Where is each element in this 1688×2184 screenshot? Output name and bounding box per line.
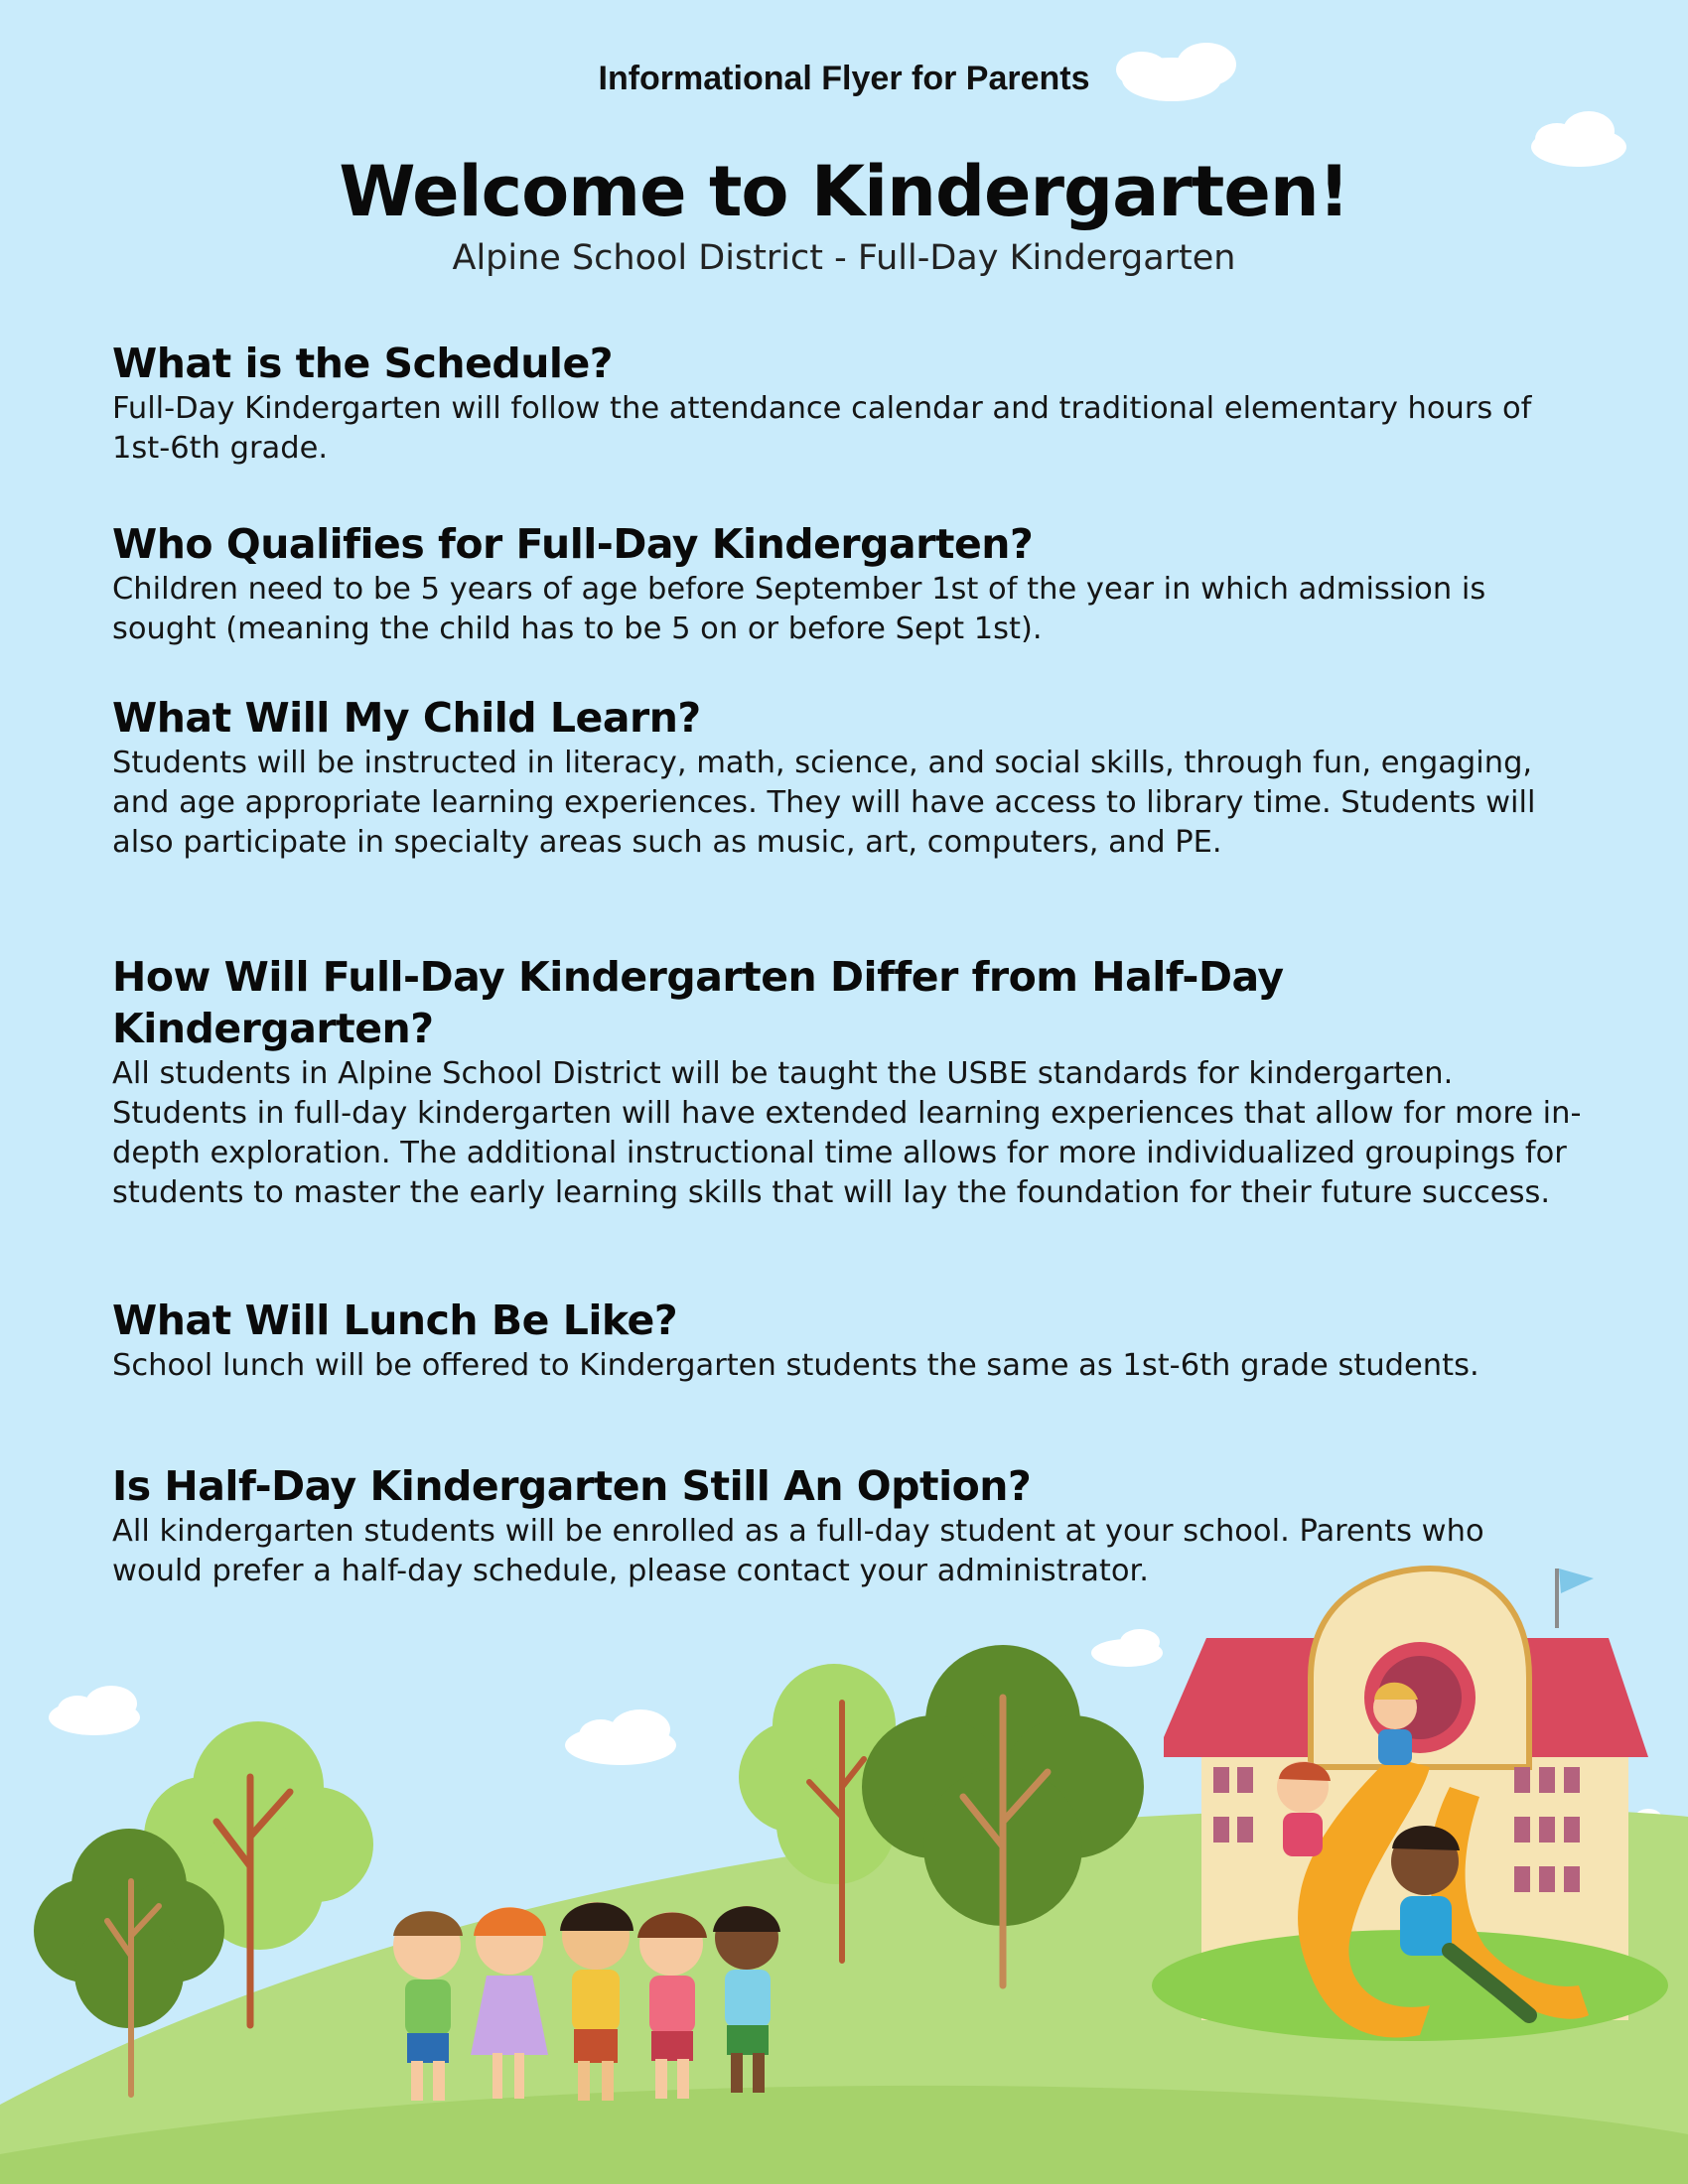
cloud-icon [1091, 1629, 1163, 1667]
page-subtitle: Alpine School District - Full-Day Kindergarten [452, 238, 1236, 278]
section-heading: What is the Schedule? [112, 340, 614, 387]
section-body: School lunch will be offered to Kindergarten students the same as 1st-6th grade students. [112, 1348, 1479, 1383]
section-learn [112, 692, 1582, 863]
section-schedule [112, 338, 1582, 469]
section-half-day-option [112, 1460, 1582, 1591]
section-differ [112, 951, 1582, 1213]
cloud-icon [49, 1686, 140, 1735]
section-heading: What Will My Child Learn? [112, 694, 701, 742]
section-heading: Is Half-Day Kindergarten Still An Option? [112, 1462, 1032, 1510]
section-body: Students will be instructed in literacy, math, science, and social skills, through fun, engaging, and age appropriate learning experiences. They will have access to library time. Students will also participate in specialty areas such as music, art, computers, and PE. [112, 746, 1536, 860]
flyer-eyebrow: Informational Flyer for Parents [598, 60, 1090, 97]
section-qualifies [112, 518, 1582, 649]
school-building [1152, 1569, 1668, 2041]
cloud-icon [565, 1709, 676, 1765]
section-body: Children need to be 5 years of age before September 1st of the year in which admission is sought (meaning the child has to be 5 on or before Sept 1st). [112, 572, 1486, 646]
section-lunch [112, 1295, 1479, 1386]
section-heading: Who Qualifies for Full-Day Kindergarten? [112, 520, 1034, 568]
section-body: All students in Alpine School District will be taught the USBE standards for kindergarten. Students in full-day kindergarten will have extended learning experiences that allow for more in-depth exploration. The additional instructional time allows for more individualized groupings for students to master the early learning skills that will lay the foundation for their future success. [112, 1056, 1582, 1210]
section-heading: What Will Lunch Be Like? [112, 1297, 678, 1344]
section-body: All kindergarten students will be enrolled as a full-day student at your school. Parents who would prefer a half-day schedule, please contact your administrator. [112, 1514, 1484, 1588]
section-heading: How Will Full-Day Kindergarten Differ from Half-Day Kindergarten? [112, 953, 1284, 1052]
page-title: Welcome to Kindergarten! [339, 151, 1349, 232]
section-body: Full-Day Kindergarten will follow the attendance calendar and traditional elementary hours of 1st-6th grade. [112, 391, 1532, 466]
